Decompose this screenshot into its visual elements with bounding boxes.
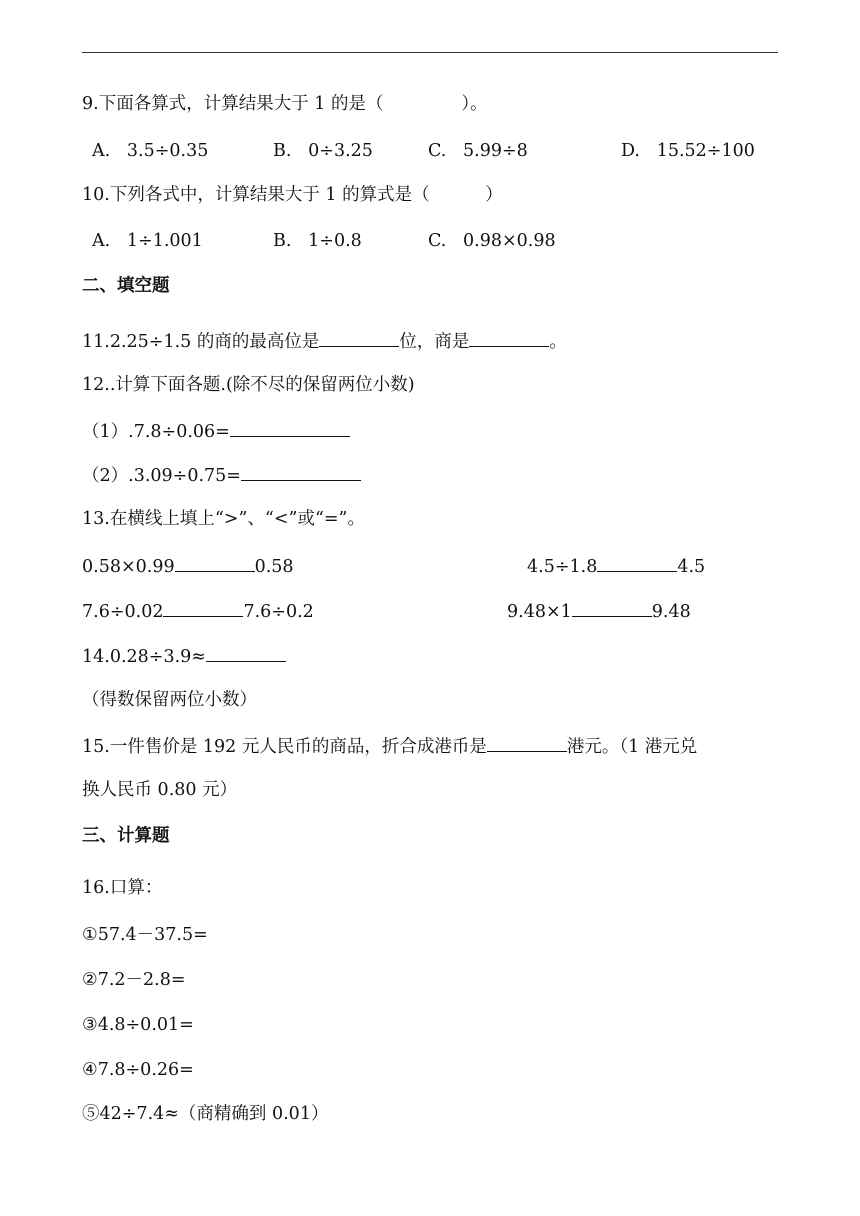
q10-option-b: B. 1÷0.8 xyxy=(273,231,362,251)
q13-stem: 13.在横线上填上“>”、“<”或“=”。 xyxy=(82,509,365,529)
q14-blank[interactable] xyxy=(206,643,286,662)
q15-blank[interactable] xyxy=(487,733,567,752)
q15-line-1: 15.一件售价是 192 元人民币的商品，折合成港币是 港元。（1 港元兑 xyxy=(82,733,697,759)
q12-item-1: （1）.7.8÷0.06= xyxy=(82,418,350,444)
q16-item-2: ②7.2－2.8= xyxy=(82,970,186,990)
q13-pair-4: 9.48×1 9.48 xyxy=(507,598,691,624)
q16-item-5: ⑤42÷7.4≈（商精确到 0.01） xyxy=(82,1104,329,1124)
q13-pair-1: 0.58×0.99 0.58 xyxy=(82,553,294,579)
q16-item-4: ④7.8÷0.26= xyxy=(82,1060,194,1080)
q9-option-d: D. 15.52÷100 xyxy=(621,141,755,161)
q13-blank-1[interactable] xyxy=(175,553,255,572)
q9-option-c: C. 5.99÷8 xyxy=(428,141,528,161)
q10-option-c: C. 0.98×0.98 xyxy=(428,231,556,251)
q9-option-a: A. 3.5÷0.35 xyxy=(92,141,209,161)
q12-blank-1[interactable] xyxy=(230,418,350,437)
q13-pair-3: 7.6÷0.02 7.6÷0.2 xyxy=(82,598,314,624)
q9-option-b: B. 0÷3.25 xyxy=(273,141,373,161)
q10-stem: 10.下列各式中，计算结果大于 1 的算式是（ ） xyxy=(82,185,503,205)
q16-item-3: ③4.8÷0.01= xyxy=(82,1015,194,1035)
q10-option-a: A. 1÷1.001 xyxy=(92,231,203,251)
q11: 11.2.25÷1.5 的商的最高位是 位，商是 。 xyxy=(82,328,567,354)
q14-note: （得数保留两位小数） xyxy=(82,690,257,710)
q13-pair-2: 4.5÷1.8 4.5 xyxy=(527,553,705,579)
q13-blank-3[interactable] xyxy=(163,598,243,617)
section-title-fill-in: 二、填空题 xyxy=(82,276,170,296)
q16-stem: 16.口算： xyxy=(82,878,163,898)
header-rule xyxy=(82,52,778,53)
q14: 14.0.28÷3.9≈ xyxy=(82,643,286,669)
q13-blank-2[interactable] xyxy=(597,553,677,572)
q11-blank-1[interactable] xyxy=(319,328,399,347)
q13-blank-4[interactable] xyxy=(572,598,652,617)
section-title-calculation: 三、计算题 xyxy=(82,826,170,846)
q12-item-2: （2）.3.09÷0.75= xyxy=(82,462,361,488)
q11-blank-2[interactable] xyxy=(469,328,549,347)
q15-line-2: 换人民币 0.80 元） xyxy=(82,780,238,800)
q9-stem: 9.下面各算式，计算结果大于 1 的是（ ）。 xyxy=(82,94,488,114)
q12-blank-2[interactable] xyxy=(241,462,361,481)
q12-stem: 12..计算下面各题.(除不尽的保留两位小数) xyxy=(82,375,415,395)
q16-item-1: ①57.4－37.5= xyxy=(82,925,208,945)
